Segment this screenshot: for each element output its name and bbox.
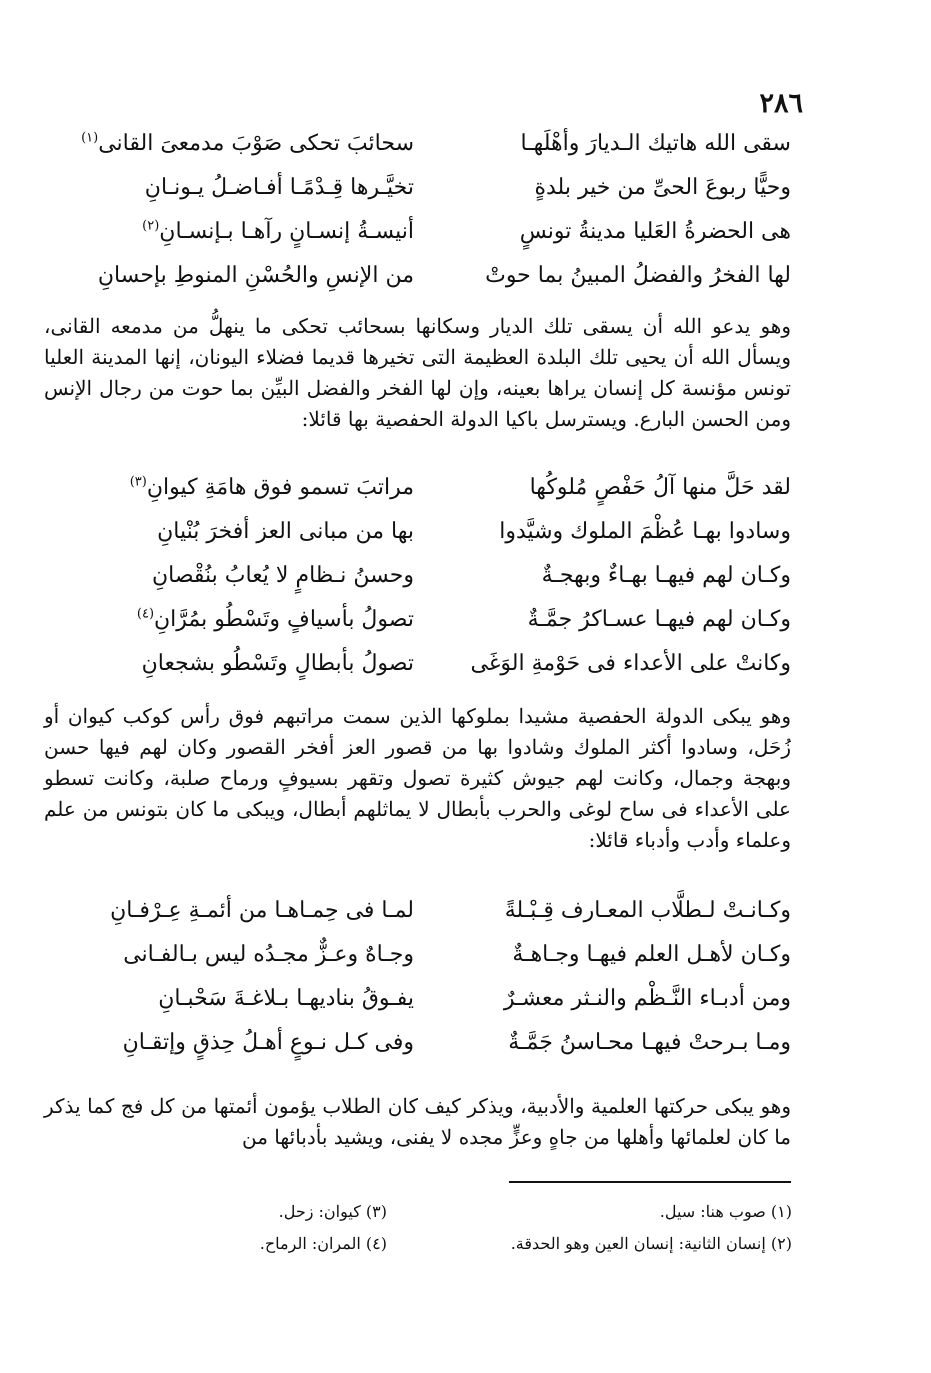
verse-line xyxy=(44,510,791,554)
hemistich-text: أنيسـةُ إنسـانٍ رآهـا بـإنسـانِ xyxy=(159,219,414,244)
footnote-marker: (٢) xyxy=(142,218,160,234)
verse-line xyxy=(44,933,791,977)
footnote-1: (١) صوب هنا: سيل. xyxy=(659,1202,792,1221)
hemistich-text: وجـاهٌ وعـزٌّ مجـدُه ليس بـالفـانى xyxy=(123,942,414,967)
footnote-separator xyxy=(509,1181,791,1183)
verse-line xyxy=(44,122,791,166)
footnote-4: (٤) المران: الرماح. xyxy=(259,1234,387,1253)
hemistich-text: من الإنسِ والحُسْنِ المنوطِ بإحسانِ xyxy=(97,263,414,288)
verse-first-hemistich: وكـان لهم فيهـا عسـاكرُ جمَّـةٌ xyxy=(527,607,791,632)
verse-first-hemistich: وكـان لأهـل العلم فيهـا وجـاهـةٌ xyxy=(512,942,791,967)
verse-second-hemistich xyxy=(76,598,414,642)
footnote-row xyxy=(200,1196,792,1228)
footnote-marker: (١) xyxy=(81,130,99,146)
verse-second-hemistich xyxy=(76,554,414,598)
hemistich-text: تخيَّـرها قِـدْمًـا أفـاضـلُ يـونـانِ xyxy=(144,175,414,200)
verse-line xyxy=(44,254,791,298)
verse-line xyxy=(44,210,791,254)
verse-first-hemistich: وسادوا بهـا عُظْمَ الملوك وشيَّدوا xyxy=(499,519,791,544)
verse-first-hemistich: لقد حَلَّ منها آلُ حَفْصٍ مُلوكُها xyxy=(529,475,791,500)
verse-first-hemistich: سقى الله هاتيك الـديارَ وأهْلَهـا xyxy=(520,131,791,156)
footnote-row xyxy=(200,1228,792,1260)
page-number: ٢٨٦ xyxy=(759,88,803,119)
verse-second-hemistich xyxy=(76,889,414,933)
poem-stanza-3 xyxy=(44,889,791,1065)
hemistich-text: وحسنُ نـظامٍ لا يُعابُ بنُقْصانِ xyxy=(151,563,414,588)
verse-first-hemistich: هى الحضرةُ العَليا مدينةُ تونسٍ xyxy=(519,219,791,244)
paragraph-text: وهو يبكى حركتها العلمية والأدبية، ويذكر كيف كان الطلاب يؤمون أئمتها من كل فج كما يذكر ما كان لعلمائها وأهلها من جاهٍ وعزٍّ مجده لا يفنى، ويشيد بأدبائها من xyxy=(44,1094,791,1149)
footnotes xyxy=(200,1196,792,1260)
verse-first-hemistich: ومـا بـرحتْ فيهـا محـاسنُ جَمَّـةٌ xyxy=(508,1030,791,1055)
verse-line xyxy=(44,554,791,598)
verse-line xyxy=(44,1021,791,1065)
hemistich-text: تصولُ بأبطالٍ وتَسْطُو بشجعانِ xyxy=(141,651,414,676)
footnote-3: (٣) كيوان: زحل. xyxy=(278,1202,387,1221)
hemistich-text: سحائبَ تحكى صَوْبَ مدمعىَ القانى xyxy=(98,131,414,156)
verse-line xyxy=(44,466,791,510)
verse-second-hemistich xyxy=(76,1021,414,1065)
poem-stanza-2 xyxy=(44,466,791,686)
verse-second-hemistich xyxy=(76,122,414,166)
verse-second-hemistich xyxy=(76,466,414,510)
verse-line xyxy=(44,977,791,1021)
verse-line xyxy=(44,598,791,642)
hemistich-text: يفـوقُ بناديهـا بـلاغـةَ سَحْبـانِ xyxy=(158,986,414,1011)
verse-first-hemistich: وكانتْ على الأعداء فى حَوْمةِ الوَغَى xyxy=(470,651,791,676)
verse-first-hemistich: ومن أدبـاء النَّـظْم والنـثر معشـرٌ xyxy=(503,986,791,1011)
prose-paragraph-2 xyxy=(44,701,791,856)
verse-line xyxy=(44,166,791,210)
verse-second-hemistich xyxy=(76,977,414,1021)
verse-second-hemistich xyxy=(76,933,414,977)
hemistich-text: مراتبَ تسمو فوق هامَةِ كيوانِ xyxy=(146,475,414,500)
verse-second-hemistich xyxy=(76,642,414,686)
verse-second-hemistich xyxy=(76,510,414,554)
paragraph-text: وهو يبكى الدولة الحفصية مشيدا بملوكها الذين سمت مراتبهم فوق رأس كوكب كيوان أو زُحَل، وسادوا أكثر الملوك وشادوا بها من قصور العز أفخر القصور وكان لهم فيها حسن وبهجة وجمال، وكانت لهم جيوش كثيرة تصول وتقهر بسيوفٍ ورماح صلبة، وكانت تسطو على الأعداء فى ساح لوغى والحرب بأبطال لا يماثلهم أبطال، ويبكى ما كان بتونس من علم وعلماء وأدب وأدباء قائلا: xyxy=(44,704,791,852)
hemistich-text: وفى كـل نـوعٍ أهـلُ حِذقٍ وإتقـانِ xyxy=(122,1030,414,1055)
hemistich-text: لمـا فى حِمـاهـا من أئمـةِ عِـرْفـانِ xyxy=(110,898,414,923)
poem-stanza-1 xyxy=(44,122,791,298)
verse-first-hemistich: وكـانـتْ لـطلَّاب المعـارف قِـبْـلةً xyxy=(504,898,791,923)
prose-paragraph-3 xyxy=(44,1091,791,1153)
verse-second-hemistich xyxy=(76,166,414,210)
prose-paragraph-1 xyxy=(44,311,791,435)
hemistich-text: بها من مبانى العز أفخرَ بُنْيانِ xyxy=(157,519,414,544)
verse-line xyxy=(44,889,791,933)
hemistich-text: تصولُ بأسيافٍ وتَسْطُو بمُرَّانِ xyxy=(154,607,414,632)
verse-line xyxy=(44,642,791,686)
footnote-marker: (٤) xyxy=(136,606,155,622)
verse-second-hemistich xyxy=(76,254,414,298)
verse-first-hemistich: وحيًّا ربوعَ الحىِّ من خير بلدةٍ xyxy=(534,175,791,200)
footnote-marker: (٣) xyxy=(129,474,147,490)
paragraph-text: وهو يدعو الله أن يسقى تلك الديار وسكانها بسحائب تحكى ما ينهلُّ من مدمعه القانى، ويسأل الله أن يحيى تلك البلدة العظيمة التى تخيرها قديما فضلاء اليونان، إنها المدينة العليا تونس مؤنسة كل إنسان يراها بعينه، وإن لها الفخر والفضل البيِّن بما حوت من رجال الإنس ومن الحسن البارع. ويسترسل باكيا الدولة الحفصية بها قائلا: xyxy=(44,314,791,431)
verse-second-hemistich xyxy=(76,210,414,254)
verse-first-hemistich: لها الفخرُ والفضلُ المبينُ بما حوتْ xyxy=(485,263,791,288)
verse-first-hemistich: وكـان لهم فيهـا بهـاءٌ وبهجـةٌ xyxy=(541,563,791,588)
footnote-2: (٢) إنسان الثانية: إنسان العين وهو الحدقة. xyxy=(510,1234,792,1253)
